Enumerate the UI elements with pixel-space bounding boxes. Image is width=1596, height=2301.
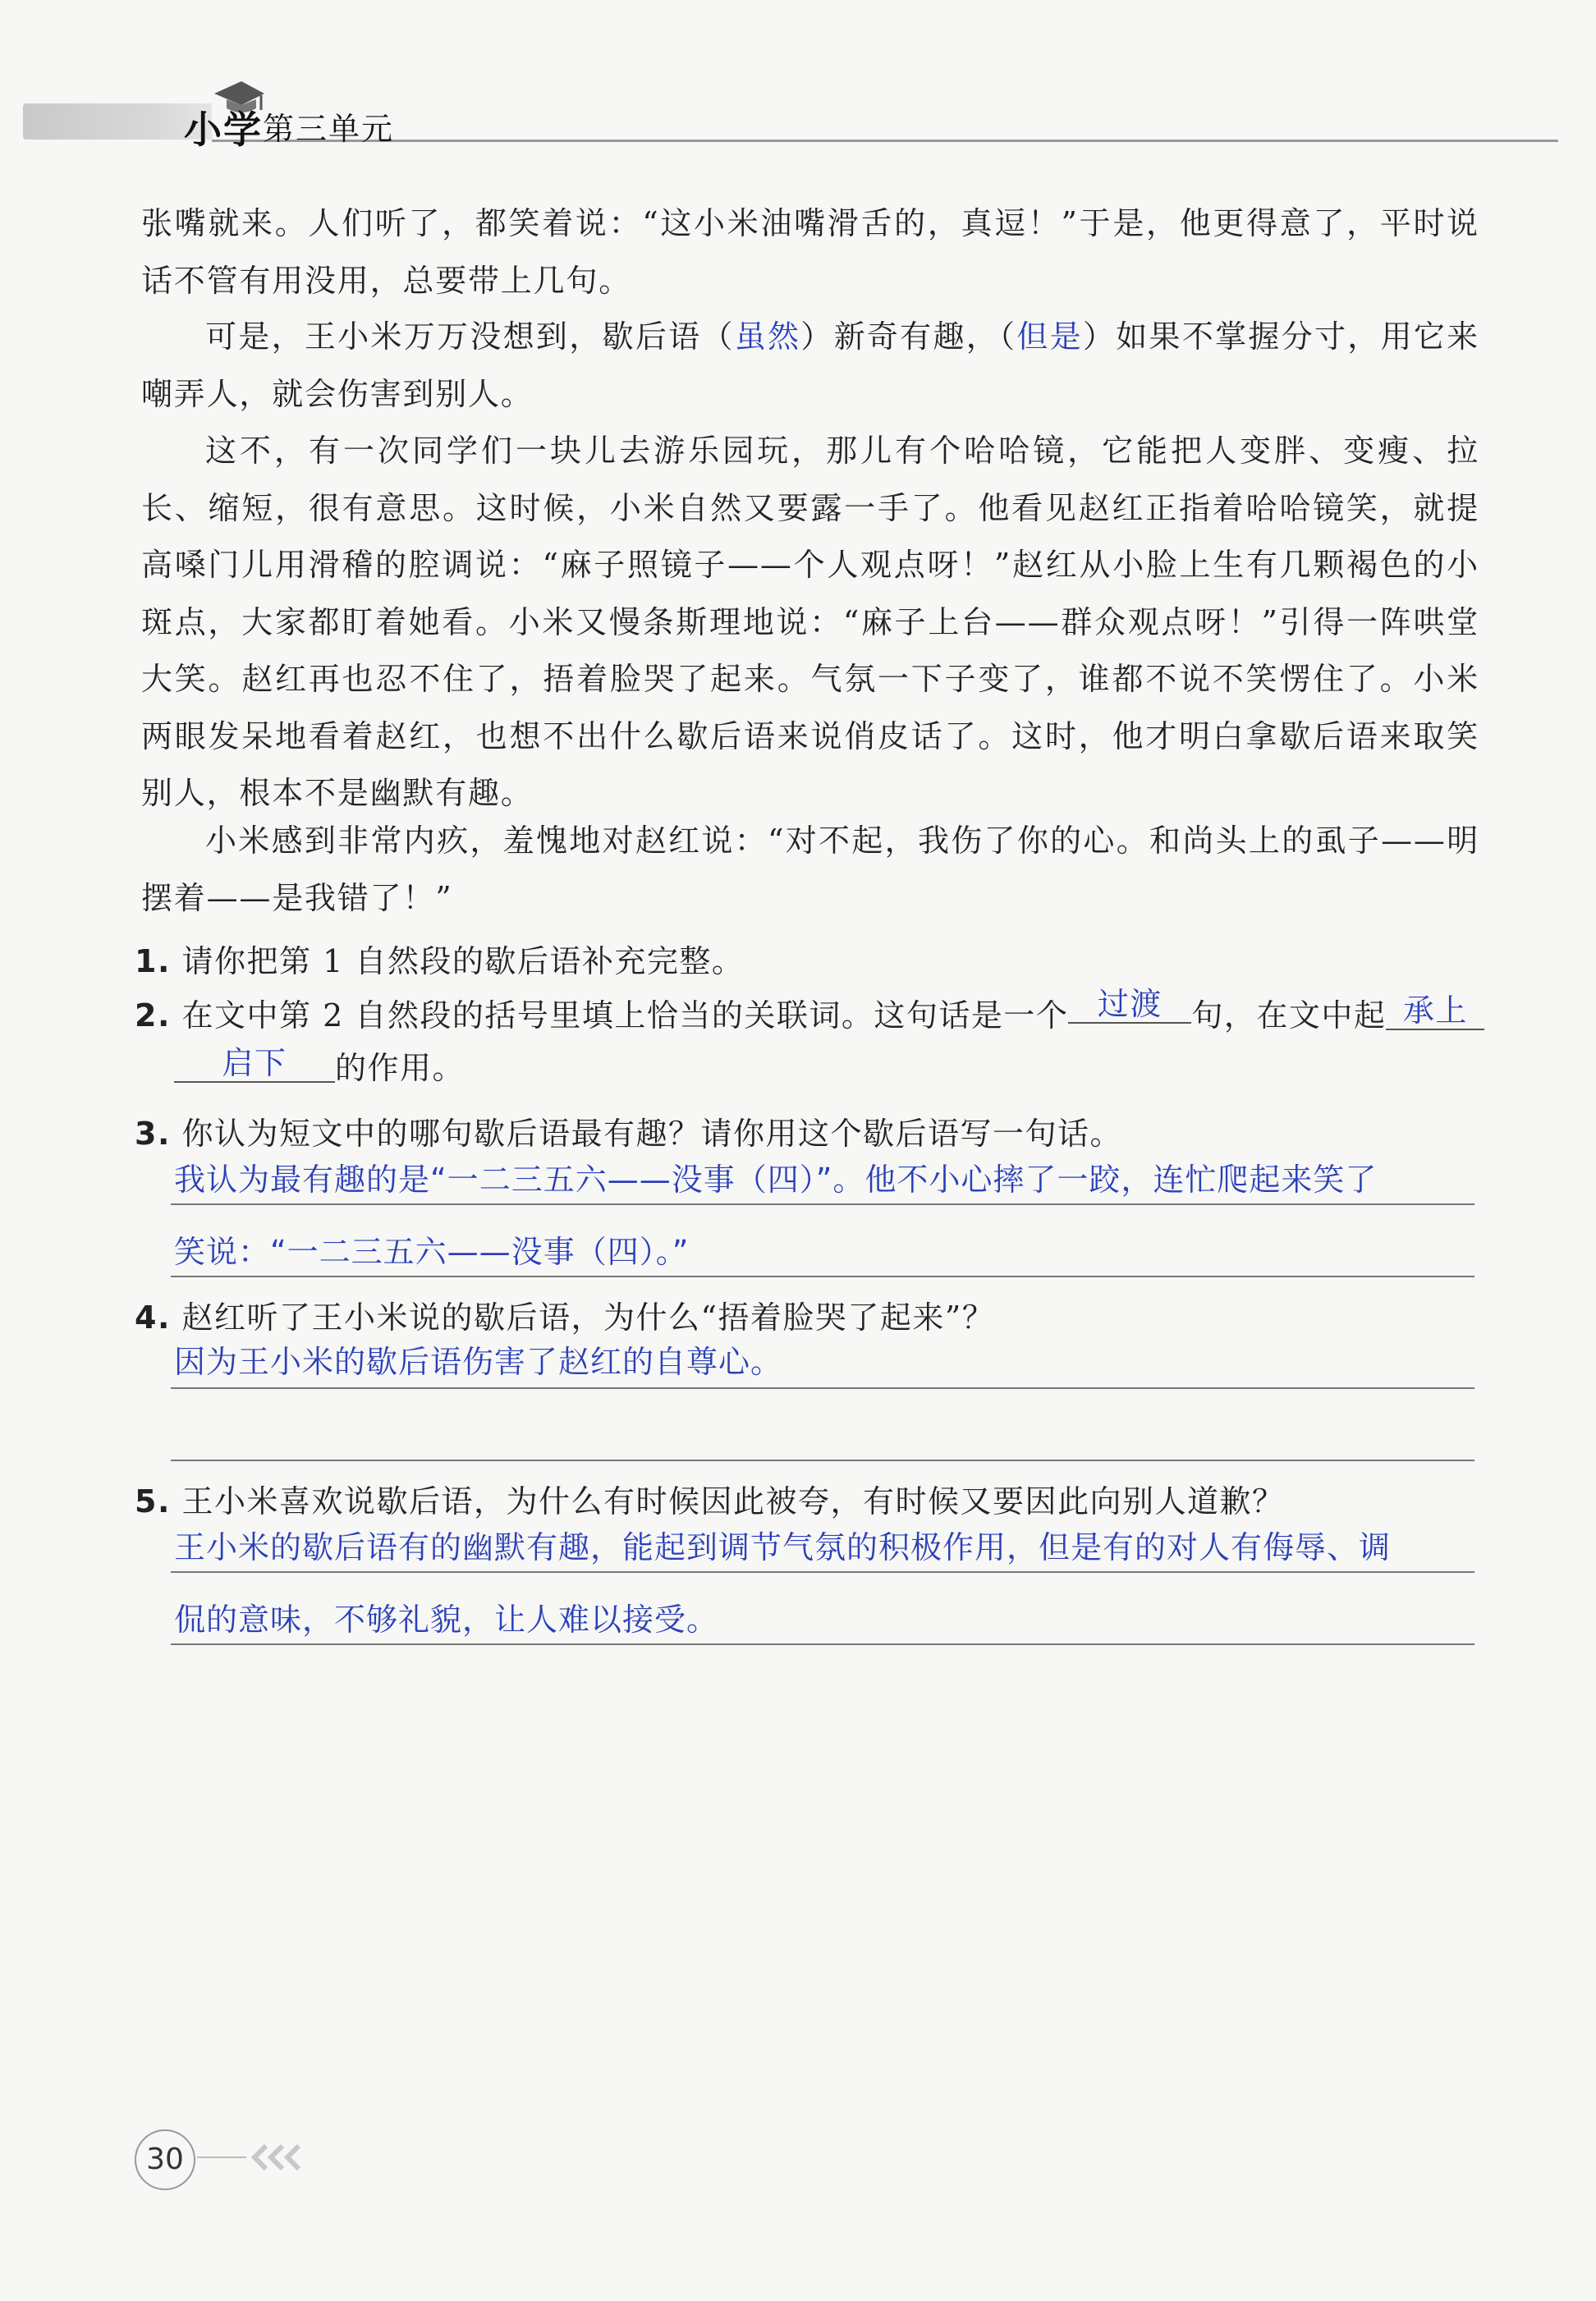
question-4-answer-line-1: 因为王小米的歇后语伤害了赵红的自尊心。 <box>174 1344 783 1380</box>
question-5-text: 王小米喜欢说歇后语，为什么有时候因此被夸，有时候又要因此向别人道歉？ <box>181 1483 1285 1519</box>
header-rule <box>212 140 1558 142</box>
question-2-number: 2. <box>135 997 171 1034</box>
question-2-text-b: 句，在文中起 <box>1191 997 1387 1034</box>
passage-paragraph-1: 张嘴就来。人们听了，都笑着说：“这小米油嘴滑舌的，真逗！”于是，他更得意了，平时说话不管有用没用，总要带上几句。 <box>141 205 1479 299</box>
question-3-answer-rule-1[interactable] <box>171 1203 1474 1205</box>
question-3-answer-line-1: 我认为最有趣的是“一二三五六——没事（四）”。他不小心摔了一跤，连忙爬起来笑了 <box>174 1162 1378 1198</box>
question-2-text-c: 的作用。 <box>335 1050 466 1086</box>
p2-answer-1: 虽然 <box>734 319 801 355</box>
question-3-text: 你认为短文中的哪句歇后语最有趣？请你用这个歇后语写一句话。 <box>181 1116 1122 1152</box>
question-4-text: 赵红听了王小米说的歇后语，为什么“捂着脸哭了起来”？ <box>181 1299 995 1336</box>
question-3-answer-line-2: 笑说：“一二三五六——没事（四）。” <box>174 1234 690 1270</box>
question-4 <box>135 1292 1481 1337</box>
p2-text-3: ）如果不掌握分寸，用它来嘲弄人，就会伤害到别人。 <box>141 319 1479 412</box>
question-5-number: 5. <box>135 1483 171 1519</box>
question-2-blank-2[interactable]: 承上 <box>1386 994 1484 1030</box>
passage-paragraph-3: 这不，有一次同学们一块儿去游乐园玩，那儿有个哈哈镜，它能把人变胖、变瘦、拉长、缩短，很有意思。这时候，小米自然又要露一手了。他看见赵红正指着哈哈镜笑，就提高嗓门儿用滑稽的腔调说：“麻子照镜子——个人观点呀！”赵红从小脸上生有几颗褐色的小斑点，大家都盯着她看。小米又慢条斯理地说：“麻子上台——群众观点呀！”引得一阵哄堂大笑。赵红再也忍不住了，捂着脸哭了起来。气氛一下子变了，谁都不说不笑愣住了。小米两眼发呆地看着赵红，也想不出什么歇后语来说俏皮话了。这时，他才明白拿歇后语来取笑别人，根本不是幽默有趣。 <box>141 433 1479 811</box>
question-3-number: 3. <box>135 1116 171 1152</box>
logo-text: 小学 <box>184 108 263 152</box>
question-5 <box>135 1476 1481 1521</box>
question-2-blank-1[interactable]: 过渡 <box>1068 988 1191 1024</box>
passage-paragraph-4: 小米感到非常内疚，羞愧地对赵红说：“对不起，我伤了你的心。和尚头上的虱子——明摆着——是我错了！” <box>141 823 1479 916</box>
question-1 <box>135 936 1481 981</box>
question-2-continued <box>174 1043 1520 1088</box>
question-1-text: 请你把第 1 自然段的歇后语补充完整。 <box>181 943 745 979</box>
question-4-answer-rule-2[interactable] <box>171 1460 1474 1461</box>
question-5-answer-line-2: 侃的意味，不够礼貌，让人难以接受。 <box>174 1602 719 1638</box>
question-5-answer-rule-1[interactable] <box>171 1571 1474 1573</box>
question-4-number: 4. <box>135 1299 171 1336</box>
question-3-answer-rule-2[interactable] <box>171 1276 1474 1277</box>
question-5-answer-rule-2[interactable] <box>171 1643 1474 1645</box>
page-header <box>23 97 1557 152</box>
question-3 <box>135 1108 1481 1153</box>
question-2-text-a: 在文中第 2 自然段的括号里填上恰当的关联词。这句话是一个 <box>181 997 1069 1034</box>
p2-text-1: 可是，王小米万万没想到，歇后语（ <box>205 319 735 355</box>
question-2-blank-3[interactable]: 启下 <box>174 1047 335 1083</box>
unit-title: 第三单元 <box>263 111 395 147</box>
p2-answer-2: 但是 <box>1016 319 1083 355</box>
page-number: 30 <box>135 2129 195 2190</box>
p2-text-2: ）新奇有趣，（ <box>800 319 1017 355</box>
page-arrows-decoration <box>197 2139 328 2175</box>
question-5-answer-line-1: 王小米的歇后语有的幽默有趣，能起到调节气氛的积极作用，但是有的对人有侮辱、调 <box>174 1529 1392 1565</box>
passage-paragraph-2 <box>141 309 1479 423</box>
question-1-number: 1. <box>135 943 171 979</box>
question-2 <box>135 986 1481 1035</box>
question-4-answer-rule-1[interactable] <box>171 1387 1474 1389</box>
